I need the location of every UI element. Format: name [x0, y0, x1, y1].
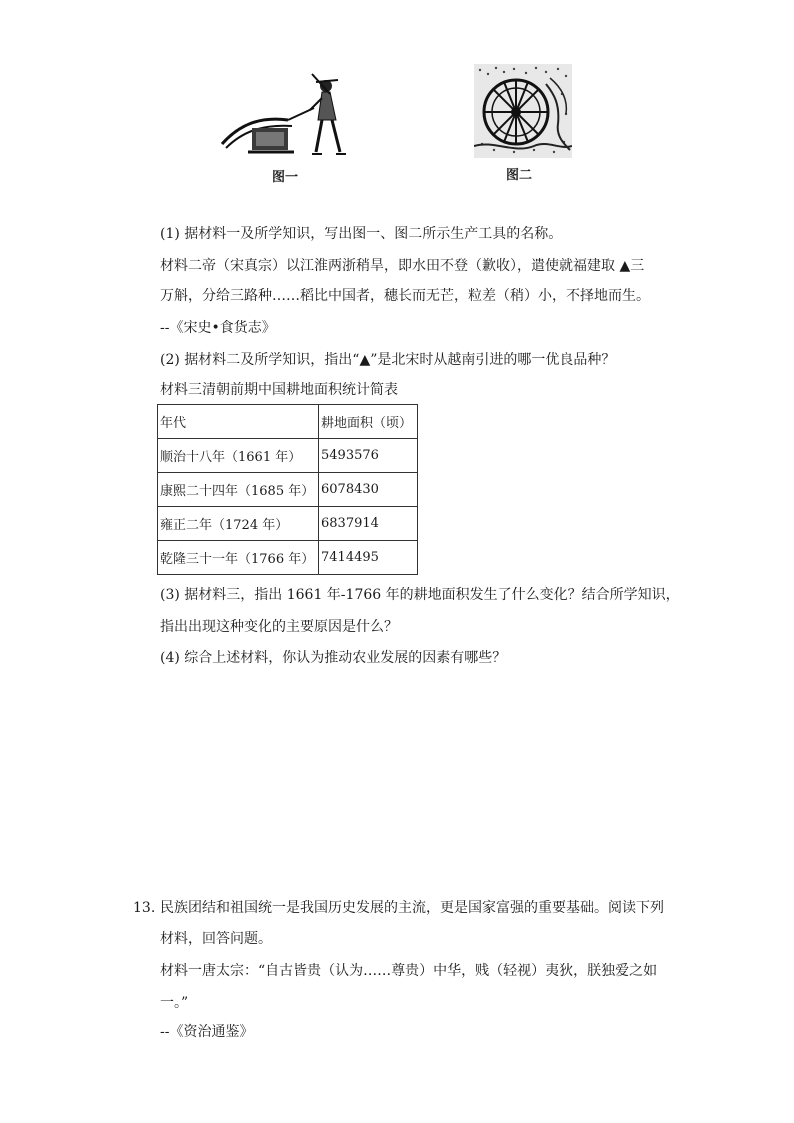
question-4: (4) 综合上述材料，你认为推动农业发展的因素有哪些？	[160, 650, 507, 666]
table-row	[158, 439, 418, 473]
table-cell-area: 5493576	[319, 439, 418, 473]
question-13-number: 13.	[133, 900, 156, 916]
table-cell-era: 雍正二年（1724 年）	[158, 507, 319, 541]
figure-2-caption: 图二	[506, 168, 533, 183]
question-13-source: --《资治通鉴》	[160, 1024, 254, 1040]
question-2: (2) 据材料二及所学知识，指出“▲”是北宋时从越南引进的哪一优良品种？	[160, 352, 616, 368]
table-row	[158, 473, 418, 507]
material-2-line-1: 材料二帝（宋真宗）以江淮两浙稍旱，即水田不登（歉收），遣使就福建取 ▲三	[160, 258, 645, 274]
material-2-source: --《宋史•食货志》	[160, 320, 276, 336]
figure-2	[474, 64, 572, 158]
table-header-area: 耕地面积（顷）	[319, 405, 418, 439]
farmland-area-table	[157, 404, 418, 575]
table-row	[158, 541, 418, 575]
table-cell-era: 乾隆三十一年（1766 年）	[158, 541, 319, 575]
question-3-line-1: (3) 据材料三，指出 1661 年-1766 年的耕地面积发生了什么变化？结合所学知识，	[160, 587, 680, 603]
material-2-line-2: 万斛，分给三路种……稻比中国者，穗长而无芒，粒差（稍）小，不择地而生。	[160, 288, 650, 304]
table-cell-era: 顺治十八年（1661 年）	[158, 439, 319, 473]
waterwheel-icon	[474, 64, 572, 158]
plough-farmer-icon	[218, 68, 350, 160]
table-header-era: 年代	[158, 405, 319, 439]
table-row	[158, 507, 418, 541]
table-cell-area: 6837914	[319, 507, 418, 541]
question-1: (1) 据材料一及所学知识，写出图一、图二所示生产工具的名称。	[160, 226, 563, 242]
figure-1	[218, 68, 350, 160]
table-cell-area: 7414495	[319, 541, 418, 575]
figure-1-caption: 图一	[272, 170, 299, 185]
question-13-line-1: 民族团结和祖国统一是我国历史发展的主流，更是国家富强的重要基础。阅读下列	[160, 900, 664, 916]
question-13-material-1-line-2: 一。”	[160, 995, 189, 1011]
question-13-material-1-line-1: 材料一唐太宗：“自古皆贵（认为……尊贵）中华，贱（轻视）夷狄，朕独爱之如	[160, 963, 658, 979]
question-13-line-2: 材料，回答问题。	[160, 931, 272, 947]
material-3-title: 材料三清朝前期中国耕地面积统计简表	[160, 382, 398, 398]
table-header-row	[158, 405, 418, 439]
table-cell-era: 康熙二十四年（1685 年）	[158, 473, 319, 507]
question-3-line-2: 指出出现这种变化的主要原因是什么？	[160, 619, 398, 635]
table-cell-area: 6078430	[319, 473, 418, 507]
